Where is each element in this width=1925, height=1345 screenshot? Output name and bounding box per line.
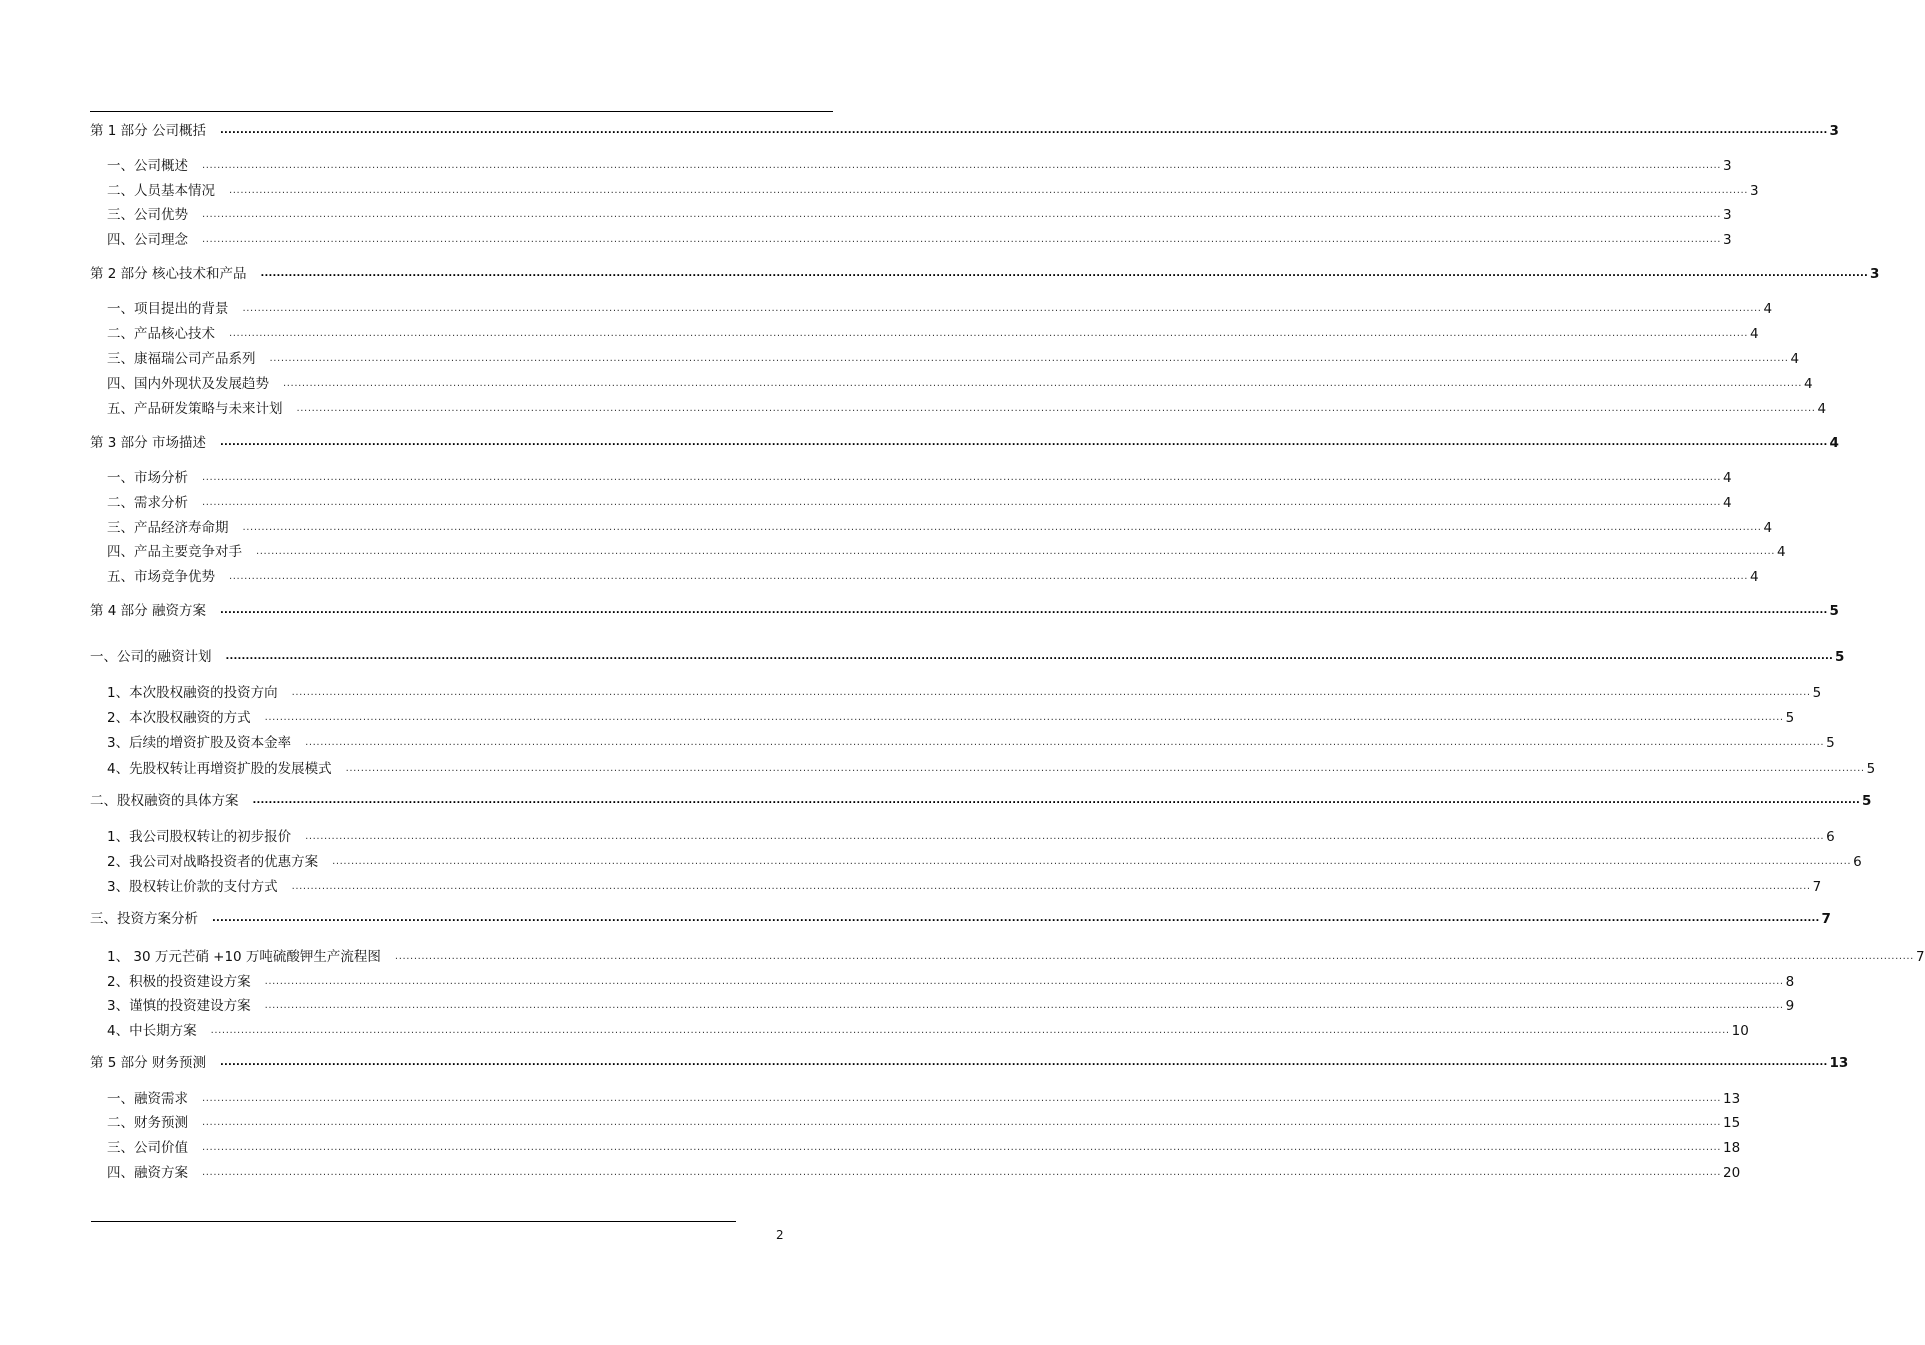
toc-entry[interactable] — [107, 1088, 1741, 1108]
toc-entry[interactable] — [107, 517, 1773, 537]
toc-entry-part-3[interactable] — [90, 432, 1839, 452]
toc-entry-label: 2、积极的投资建设方案 — [107, 974, 251, 990]
toc-entry-page: 5 — [1866, 761, 1876, 777]
toc-entry[interactable] — [107, 876, 1822, 896]
toc-entry[interactable] — [107, 467, 1732, 487]
toc-entry-label: 3、股权转让价款的支付方式 — [107, 879, 278, 895]
toc-entry[interactable] — [107, 541, 1786, 561]
toc-entry-label: 二、产品核心技术 — [107, 326, 215, 342]
toc-entry-page: 5 — [1812, 685, 1822, 701]
toc-entry[interactable] — [107, 1162, 1741, 1182]
toc-entry-label: 第 2 部分 核心技术和产品 — [90, 266, 247, 282]
toc-entry-page: 4 — [1763, 520, 1773, 536]
toc-entry-page: 5 — [1835, 649, 1845, 665]
toc-entry-label: 4、先股权转让再增资扩股的发展模式 — [107, 761, 332, 777]
toc-entry-label: 四、国内外现状及发展趋势 — [107, 376, 269, 392]
toc-entry-label: 二、需求分析 — [107, 495, 188, 511]
toc-leader-dots: .................................................................................................................................................................................................................................................................................................................................................................................................................. — [242, 303, 1762, 314]
toc-entry[interactable] — [107, 1020, 1749, 1040]
toc-entry-label: 二、人员基本情况 — [107, 183, 215, 199]
toc-leader-dots: .................................................................................................................................................................................................................................................................................................................................................................................................................. — [305, 737, 1825, 748]
toc-entry-page: 4 — [1750, 569, 1759, 585]
toc-entry-page: 4 — [1763, 301, 1773, 317]
toc-leader-dots: .................................................................................................................................................................................................................................................................................................................................................................................................................. — [212, 913, 1820, 924]
toc-entry-label: 三、公司价值 — [107, 1140, 188, 1156]
toc-entry-section[interactable] — [90, 646, 1845, 666]
toc-entry[interactable] — [107, 682, 1822, 702]
toc-entry-label: 1、本次股权融资的投资方向 — [107, 685, 278, 701]
toc-entry[interactable] — [107, 229, 1732, 249]
toc-entry-label: 2、我公司对战略投资者的优惠方案 — [107, 854, 319, 870]
toc-entry-page: 7 — [1821, 911, 1831, 927]
toc-entry-label: 三、产品经济寿命期 — [107, 520, 229, 536]
toc-entry[interactable] — [107, 155, 1732, 175]
toc-entry[interactable] — [107, 758, 1876, 778]
toc-entry-label: 1、 30 万元芒硝 +10 万吨硫酸钾生产流程图 — [107, 949, 381, 965]
toc-leader-dots: .................................................................................................................................................................................................................................................................................................................................................................................................................. — [219, 125, 1828, 136]
toc-leader-dots: .................................................................................................................................................................................................................................................................................................................................................................................................................. — [305, 831, 1825, 842]
toc-leader-dots: .................................................................................................................................................................................................................................................................................................................................................................................................................. — [260, 268, 1868, 279]
toc-entry-page: 4 — [1723, 495, 1732, 511]
toc-leader-dots: .................................................................................................................................................................................................................................................................................................................................................................................................................. — [202, 209, 1722, 220]
toc-entry-page: 15 — [1723, 1115, 1741, 1131]
toc-entry-label: 一、融资需求 — [107, 1091, 188, 1107]
toc-leader-dots: .................................................................................................................................................................................................................................................................................................................................................................................................................. — [264, 1000, 1784, 1011]
toc-leader-dots: .................................................................................................................................................................................................................................................................................................................................................................................................................. — [283, 378, 1803, 389]
toc-entry-page: 4 — [1829, 435, 1839, 451]
toc-leader-dots: .................................................................................................................................................................................................................................................................................................................................................................................................................. — [242, 522, 1762, 533]
toc-entry[interactable] — [107, 946, 1925, 966]
toc-entry-label: 四、产品主要竞争对手 — [107, 544, 242, 560]
toc-entry[interactable] — [107, 1112, 1741, 1132]
toc-entry-label: 3、后续的增资扩股及资本金率 — [107, 735, 292, 751]
toc-leader-dots: .................................................................................................................................................................................................................................................................................................................................................................................................................. — [345, 763, 1865, 774]
toc-entry-page: 3 — [1750, 183, 1759, 199]
toc-entry-label: 四、融资方案 — [107, 1165, 188, 1181]
toc-leader-dots: .................................................................................................................................................................................................................................................................................................................................................................................................................. — [264, 712, 1784, 723]
toc-entry-page: 8 — [1785, 974, 1795, 990]
toc-entry-page: 3 — [1870, 266, 1880, 282]
toc-leader-dots: .................................................................................................................................................................................................................................................................................................................................................................................................................. — [202, 1117, 1722, 1128]
toc-entry-label: 一、市场分析 — [107, 470, 188, 486]
toc-entry-page: 4 — [1817, 401, 1827, 417]
toc-entry-part-1[interactable] — [90, 120, 1839, 140]
toc-entry[interactable] — [107, 971, 1795, 991]
toc-entry-label: 第 1 部分 公司概括 — [90, 123, 206, 139]
toc-entry-page: 4 — [1750, 326, 1759, 342]
toc-entry-page: 4 — [1723, 470, 1732, 486]
toc-entry-label: 五、产品研发策略与未来计划 — [107, 401, 283, 417]
toc-leader-dots: .................................................................................................................................................................................................................................................................................................................................................................................................................. — [394, 951, 1914, 962]
toc-leader-dots: .................................................................................................................................................................................................................................................................................................................................................................................................................. — [264, 976, 1784, 987]
toc-entry-label: 一、项目提出的背景 — [107, 301, 229, 317]
toc-entry-page: 7 — [1915, 949, 1925, 965]
toc-leader-dots: .................................................................................................................................................................................................................................................................................................................................................................................................................. — [219, 1057, 1828, 1068]
toc-entry-label: 三、康福瑞公司产品系列 — [107, 351, 256, 367]
toc-entry-part-4[interactable] — [90, 600, 1839, 620]
toc-entry-page: 3 — [1723, 158, 1732, 174]
toc-entry-page: 13 — [1723, 1091, 1741, 1107]
toc-entry-page: 4 — [1790, 351, 1800, 367]
toc-leader-dots: .................................................................................................................................................................................................................................................................................................................................................................................................................. — [202, 160, 1722, 171]
toc-leader-dots: .................................................................................................................................................................................................................................................................................................................................................................................................................. — [332, 856, 1852, 867]
toc-leader-dots: .................................................................................................................................................................................................................................................................................................................................................................................................................. — [291, 881, 1811, 892]
toc-leader-dots: .................................................................................................................................................................................................................................................................................................................................................................................................................. — [229, 571, 1749, 582]
toc-entry-page: 7 — [1812, 879, 1822, 895]
toc-entry-label: 五、市场竞争优势 — [107, 569, 215, 585]
toc-entry-label: 三、投资方案分析 — [90, 911, 198, 927]
toc-entry-label: 4、中长期方案 — [107, 1023, 197, 1039]
toc-leader-dots: .................................................................................................................................................................................................................................................................................................................................................................................................................. — [202, 1093, 1722, 1104]
toc-entry-page: 13 — [1829, 1055, 1849, 1071]
toc-entry-label: 第 5 部分 财务预测 — [90, 1055, 206, 1071]
toc-entry-label: 第 4 部分 融资方案 — [90, 603, 206, 619]
toc-entry[interactable] — [107, 826, 1835, 846]
toc-entry[interactable] — [107, 732, 1835, 752]
toc-entry-label: 2、本次股权融资的方式 — [107, 710, 251, 726]
toc-entry[interactable] — [107, 1137, 1741, 1157]
toc-entry[interactable] — [107, 851, 1862, 871]
toc-entry-section[interactable] — [90, 790, 1872, 810]
toc-entry-page: 6 — [1826, 829, 1835, 845]
toc-leader-dots: .................................................................................................................................................................................................................................................................................................................................................................................................................. — [202, 234, 1722, 245]
toc-entry-page: 10 — [1731, 1023, 1749, 1039]
page-number: 2 — [776, 1228, 784, 1242]
toc-leader-dots: .................................................................................................................................................................................................................................................................................................................................................................................................................. — [202, 472, 1722, 483]
toc-leader-dots: .................................................................................................................................................................................................................................................................................................................................................................................................................. — [252, 795, 1861, 806]
toc-entry[interactable] — [107, 492, 1732, 512]
toc-entry[interactable] — [107, 566, 1759, 586]
toc-entry-page: 4 — [1777, 544, 1786, 560]
toc-entry[interactable] — [107, 180, 1759, 200]
toc-leader-dots: .................................................................................................................................................................................................................................................................................................................................................................................................................. — [225, 651, 1834, 662]
toc-entry[interactable] — [107, 348, 1800, 368]
toc-entry[interactable] — [107, 298, 1773, 318]
toc-entry[interactable] — [107, 204, 1732, 224]
toc-entry-part-2[interactable] — [90, 263, 1880, 283]
toc-leader-dots: .................................................................................................................................................................................................................................................................................................................................................................................................................. — [229, 328, 1749, 339]
toc-entry-page: 3 — [1829, 123, 1839, 139]
toc-entry-page: 5 — [1826, 735, 1835, 751]
toc-leader-dots: .................................................................................................................................................................................................................................................................................................................................................................................................................. — [202, 497, 1722, 508]
toc-entry-label: 一、公司概述 — [107, 158, 188, 174]
toc-leader-dots: .................................................................................................................................................................................................................................................................................................................................................................................................................. — [202, 1167, 1722, 1178]
toc-entry-label: 一、公司的融资计划 — [90, 649, 212, 665]
toc-leader-dots: .................................................................................................................................................................................................................................................................................................................................................................................................................. — [291, 687, 1811, 698]
toc-entry-page: 5 — [1785, 710, 1795, 726]
toc-entry-page: 20 — [1723, 1165, 1741, 1181]
toc-leader-dots: .................................................................................................................................................................................................................................................................................................................................................................................................................. — [202, 1142, 1722, 1153]
toc-leader-dots: .................................................................................................................................................................................................................................................................................................................................................................................................................. — [210, 1025, 1730, 1036]
toc-entry-label: 3、谨慎的投资建设方案 — [107, 998, 251, 1014]
toc-entry-page: 5 — [1862, 793, 1872, 809]
toc-leader-dots: .................................................................................................................................................................................................................................................................................................................................................................................................................. — [269, 353, 1789, 364]
toc-entry[interactable] — [107, 323, 1759, 343]
toc-leader-dots: .................................................................................................................................................................................................................................................................................................................................................................................................................. — [219, 605, 1828, 616]
toc-entry-page: 3 — [1723, 232, 1732, 248]
toc-entry-section[interactable] — [90, 908, 1831, 928]
toc-entry[interactable] — [107, 995, 1795, 1015]
toc-leader-dots: .................................................................................................................................................................................................................................................................................................................................................................................................................. — [256, 546, 1776, 557]
toc-entry-label: 四、公司理念 — [107, 232, 188, 248]
toc-entry[interactable] — [107, 373, 1813, 393]
toc-entry-part-5[interactable] — [90, 1052, 1849, 1072]
toc-entry-page: 18 — [1723, 1140, 1741, 1156]
toc-entry-page: 6 — [1853, 854, 1862, 870]
toc-entry[interactable] — [107, 707, 1795, 727]
toc-entry-page: 5 — [1829, 603, 1839, 619]
toc-entry-label: 三、公司优势 — [107, 207, 188, 223]
toc-entry-label: 二、财务预测 — [107, 1115, 188, 1131]
toc-leader-dots: .................................................................................................................................................................................................................................................................................................................................................................................................................. — [296, 403, 1816, 414]
toc-entry-page: 3 — [1723, 207, 1732, 223]
toc-entry-label: 第 3 部分 市场描述 — [90, 435, 206, 451]
toc-entry-page: 9 — [1785, 998, 1795, 1014]
toc-entry[interactable] — [107, 398, 1827, 418]
toc-entry-label: 1、我公司股权转让的初步报价 — [107, 829, 292, 845]
toc-entry-label: 二、股权融资的具体方案 — [90, 793, 239, 809]
toc-leader-dots: .................................................................................................................................................................................................................................................................................................................................................................................................................. — [229, 185, 1749, 196]
toc-leader-dots: .................................................................................................................................................................................................................................................................................................................................................................................................................. — [219, 437, 1828, 448]
bottom-rule — [91, 1221, 736, 1222]
toc-entry-page: 4 — [1804, 376, 1813, 392]
